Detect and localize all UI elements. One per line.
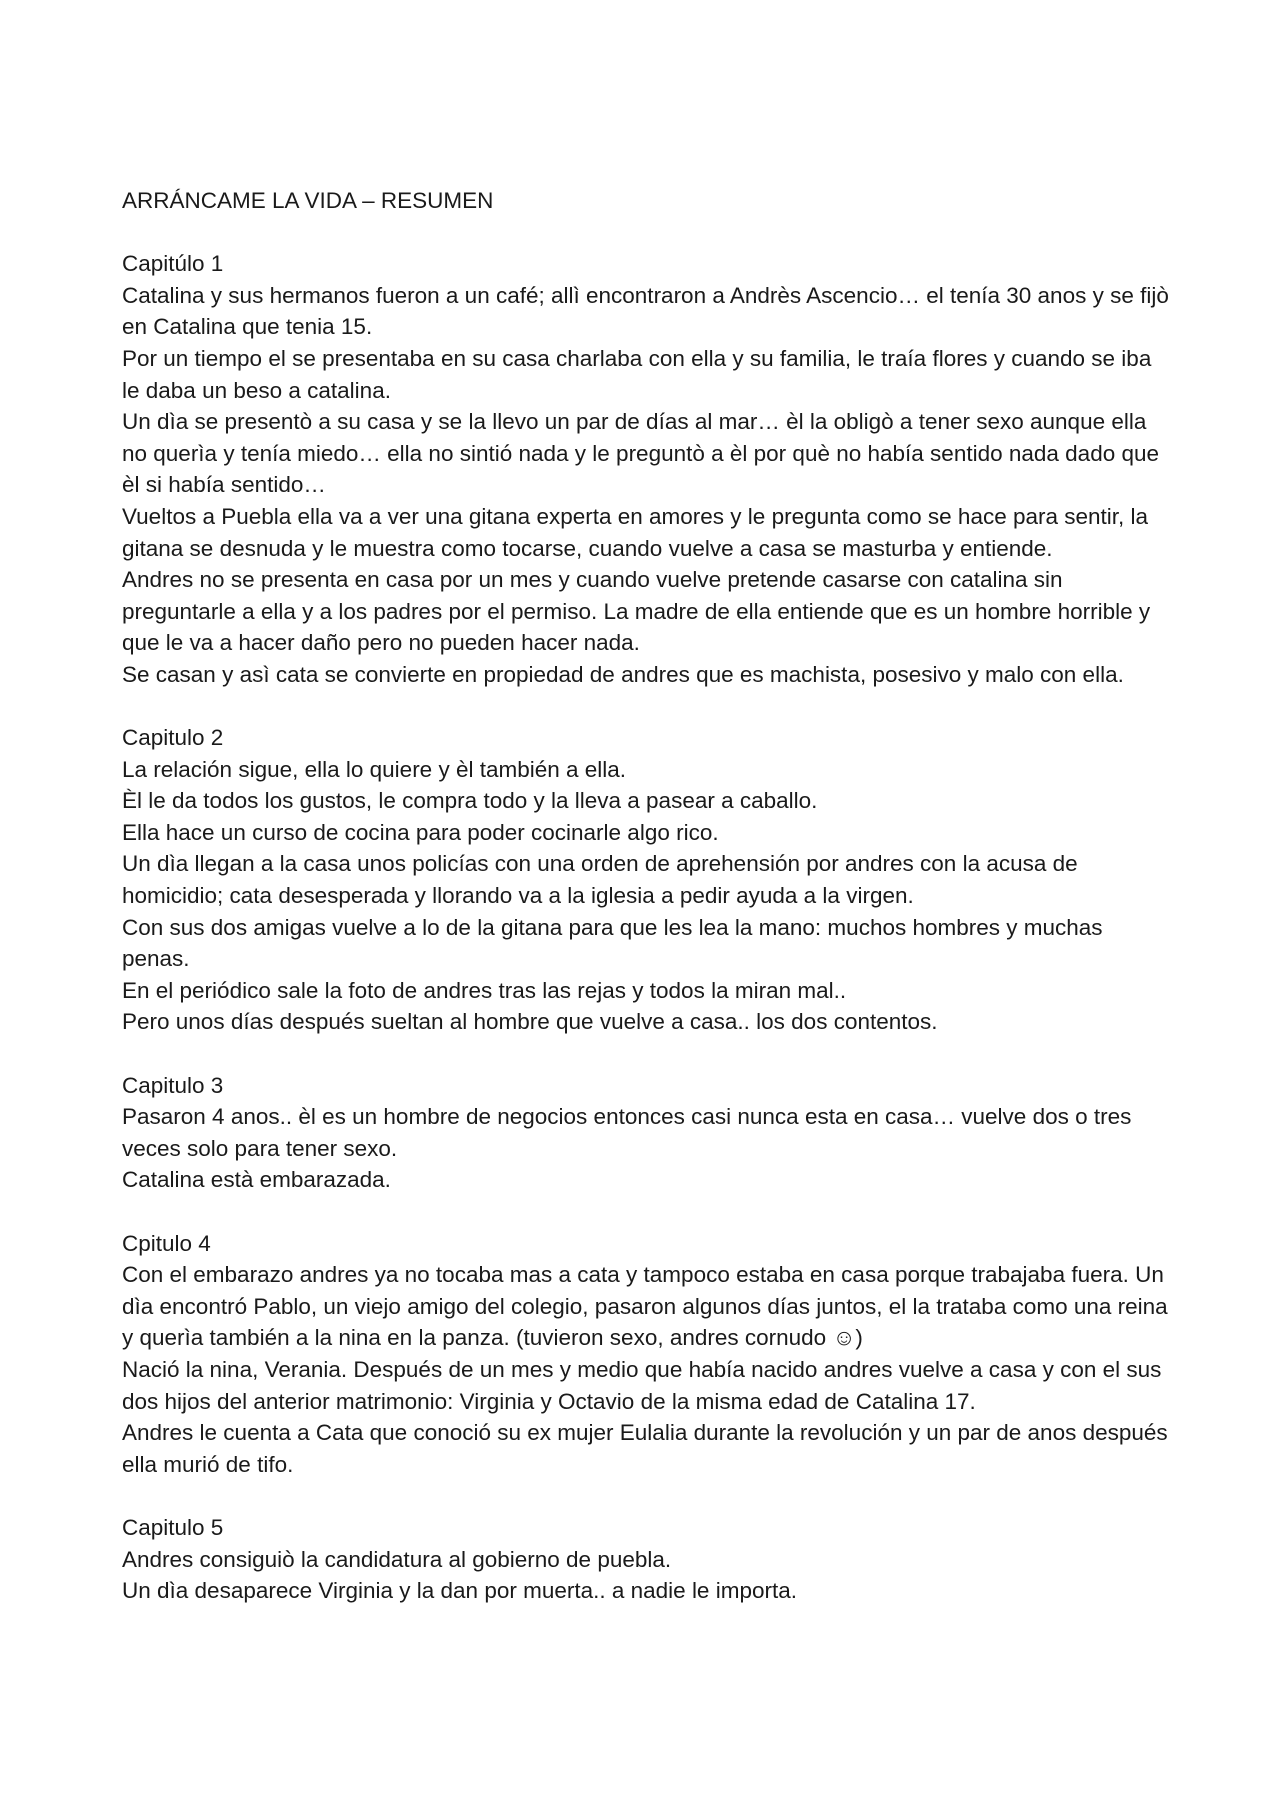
paragraph: Un dìa desaparece Virginia y la dan por muerta.. a nadie le importa. [122, 1578, 797, 1604]
paragraph: Pero unos días después sueltan al hombre que vuelve a casa.. los dos contentos. [122, 1009, 938, 1035]
chapter-heading: Capitulo 3 [122, 1072, 224, 1098]
chapter-3 [122, 1070, 1172, 1196]
document-title: ARRÁNCAME LA VIDA – RESUMEN [122, 188, 494, 213]
paragraph: Catalina y sus hermanos fueron a un café; allì encontraron a Andrès Ascencio… el tenía 30 anos y se fijò en Catalina que tenia 15. [122, 282, 1169, 340]
paragraph: Catalina està embarazada. [122, 1167, 391, 1193]
chapter-2 [122, 722, 1172, 1038]
chapter-heading: Capitúlo 1 [122, 251, 224, 277]
paragraph: Por un tiempo el se presentaba en su casa charlaba con ella y su familia, le traía flores y cuando se iba le daba un beso a catalina. [122, 345, 1152, 403]
paragraph: En el periódico sale la foto de andres tras las rejas y todos la miran mal.. [122, 977, 847, 1003]
chapter-1 [122, 248, 1172, 690]
paragraph: Ella hace un curso de cocina para poder cocinarle algo rico. [122, 819, 719, 845]
paragraph: Andres no se presenta en casa por un mes y cuando vuelve pretende casarse con catalina sin preguntarle a ella y a los padres por el permiso. La madre de ella entiende que es un hombre horrible y que le va a hacer daño pero no pueden hacer nada. [122, 567, 1151, 656]
paragraph: Andres consiguiò la candidatura al gobierno de puebla. [122, 1546, 672, 1572]
paragraph: Nació la nina, Verania. Después de un mes y medio que había nacido andres vuelve a casa y con el sus dos hijos del anterior matrimonio: Virginia y Octavio de la misma edad de Catalina 17. [122, 1356, 1162, 1414]
paragraph: Vueltos a Puebla ella va a ver una gitana experta en amores y le pregunta como se hace para sentir, la gitana se desnuda y le muestra como tocarse, cuando vuelve a casa se masturba y entiende. [122, 503, 1149, 561]
chapter-4 [122, 1228, 1172, 1481]
paragraph: Un dìa llegan a la casa unos policías con una orden de aprehensión por andres con la acusa de homicidio; cata desesperada y llorando va a la iglesia a pedir ayuda a la virgen. [122, 851, 1078, 909]
paragraph: Pasaron 4 anos.. èl es un hombre de negocios entonces casi nunca esta en casa… vuelve dos o tres veces solo para tener sexo. [122, 1104, 1132, 1161]
paragraph: Èl le da todos los gustos, le compra todo y la lleva a pasear a caballo. [122, 788, 818, 814]
paragraph: Un dìa se presentò a su casa y se la llevo un par de días al mar… èl la obligò a tener sexo aunque ella no querìa y tenía miedo… ella no sintió nada y le preguntò a èl por què no había sentido nada dado que èl si había sentido… [122, 409, 1160, 498]
paragraph: Se casan y asì cata se convierte en propiedad de andres que es machista, posesivo y malo con ella. [122, 661, 1124, 687]
chapter-heading: Capitulo 2 [122, 725, 224, 751]
chapter-5 [122, 1512, 1172, 1607]
paragraph: Con el embarazo andres ya no tocaba mas a cata y tampoco estaba en casa porque trabajaba fuera. Un dìa encontró Pablo, un viejo amigo del colegio, pasaron algunos días juntos, el la trataba como una reina y querìa también a la nina en la panza. (tuvieron sexo, andres cornudo ☺) [122, 1262, 1168, 1351]
paragraph: Con sus dos amigas vuelve a lo de la gitana para que les lea la mano: muchos hombres y muchas penas. [122, 914, 1103, 972]
chapter-heading: Cpitulo 4 [122, 1230, 211, 1256]
document-body [122, 185, 1172, 1607]
chapter-heading: Capitulo 5 [122, 1514, 224, 1540]
paragraph: Andres le cuenta a Cata que conoció su ex mujer Eulalia durante la revolución y un par de anos después ella murió de tifo. [122, 1420, 1168, 1477]
paragraph: La relación sigue, ella lo quiere y èl también a ella. [122, 756, 627, 782]
